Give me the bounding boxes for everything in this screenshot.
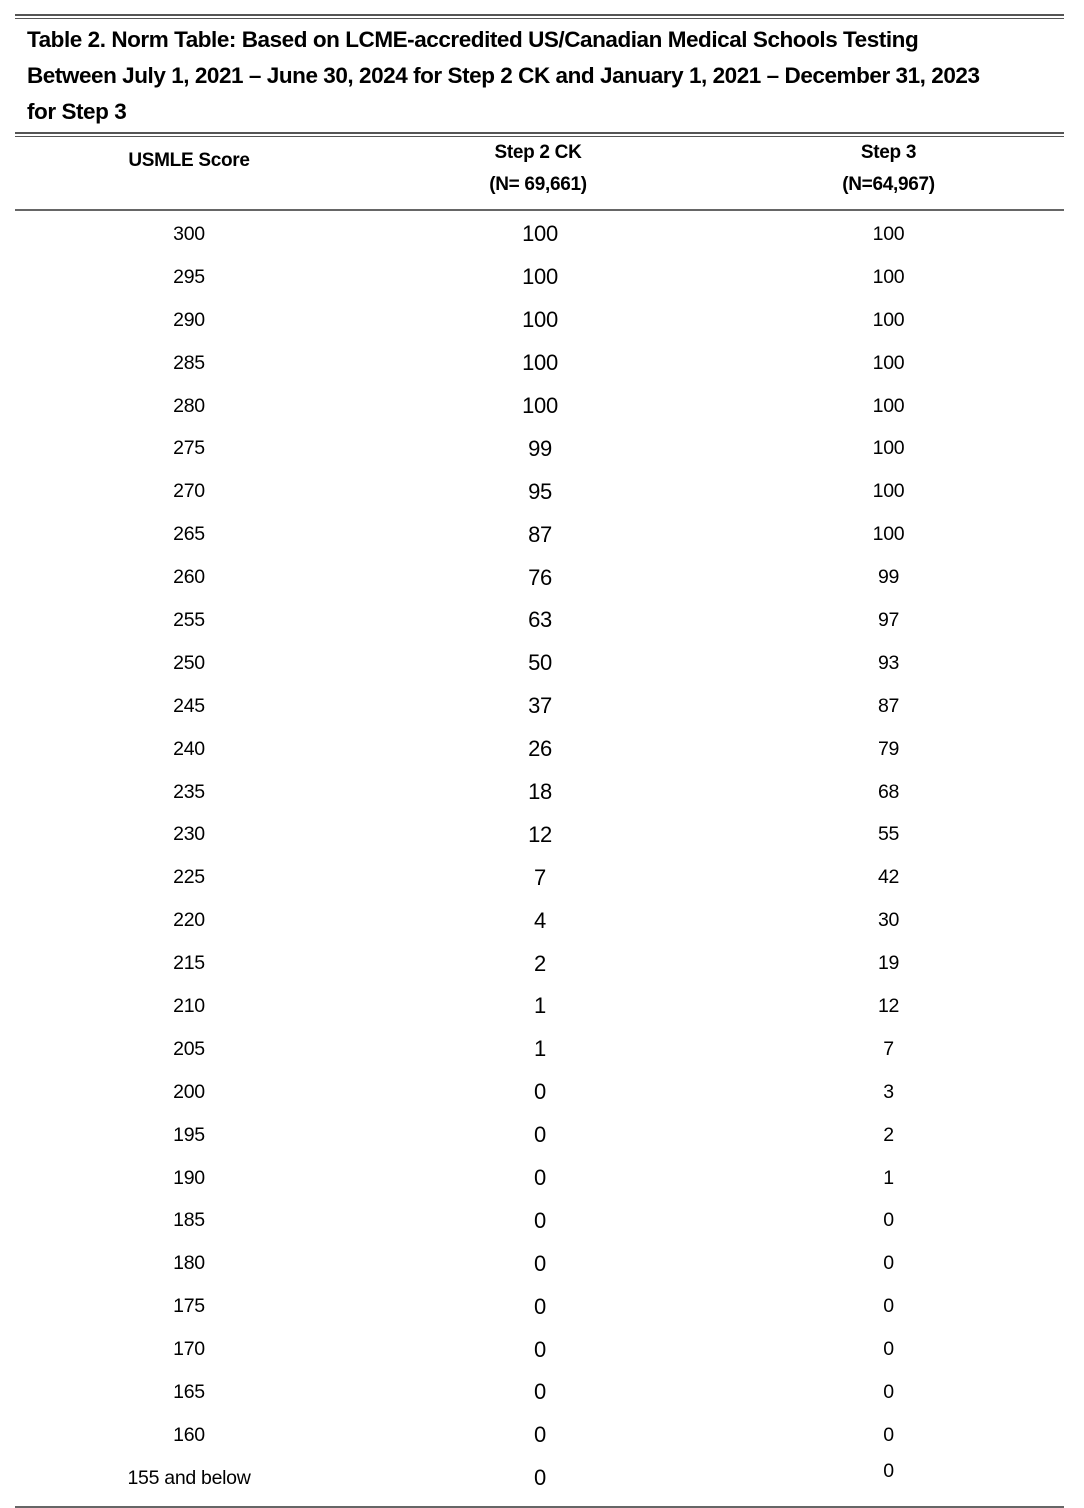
- table-row: [15, 385, 1064, 428]
- cell-step2ck: 4: [534, 907, 546, 933]
- cell-step2ck: 1: [534, 993, 546, 1019]
- cell-step3: 100: [872, 222, 905, 245]
- cell-usmle-score: 290: [173, 308, 205, 331]
- table-row: [15, 1114, 1064, 1157]
- cell-step3: 100: [872, 265, 905, 288]
- norm-table: [15, 14, 1064, 1508]
- cell-step3: 99: [877, 566, 900, 589]
- cell-usmle-score: 180: [173, 1252, 205, 1275]
- table-row: [15, 256, 1064, 299]
- cell-usmle-score: 190: [173, 1166, 205, 1189]
- cell-usmle-score: 225: [173, 866, 205, 889]
- cell-step3: 100: [872, 308, 905, 331]
- table-row: [15, 599, 1064, 642]
- cell-step3: 2: [883, 1123, 894, 1146]
- cell-usmle-score: 235: [173, 780, 205, 803]
- cell-step3: 42: [877, 866, 900, 889]
- cell-step2ck: 100: [522, 221, 558, 247]
- cell-step2ck: 0: [534, 1293, 546, 1319]
- table-row: [15, 899, 1064, 942]
- caption-line-3: for Step 3: [27, 99, 127, 124]
- cell-usmle-score: 165: [173, 1380, 205, 1403]
- header-step2ck: [363, 137, 713, 209]
- cell-step2ck: 1: [534, 1036, 546, 1062]
- table-row: [15, 342, 1064, 385]
- cell-step2ck: 63: [528, 607, 552, 633]
- cell-usmle-score: 230: [173, 823, 205, 846]
- cell-step3: 68: [877, 780, 900, 803]
- cell-step2ck: 100: [522, 307, 558, 333]
- cell-usmle-score: 155 and below: [127, 1466, 251, 1489]
- cell-step3: 3: [883, 1080, 894, 1103]
- cell-step2ck: 100: [522, 264, 558, 290]
- table-row: [15, 856, 1064, 899]
- cell-step2ck: 2: [534, 950, 546, 976]
- cell-step3: 100: [872, 437, 905, 460]
- cell-step3: 100: [872, 394, 905, 417]
- table-row: [15, 1157, 1064, 1200]
- cell-step3: 1: [883, 1166, 894, 1189]
- cell-step2ck: 0: [534, 1079, 546, 1105]
- cell-step2ck: 7: [534, 864, 546, 890]
- cell-step3: 97: [877, 608, 900, 631]
- cell-step2ck: 100: [522, 393, 558, 418]
- table-row: [15, 1242, 1064, 1285]
- cell-step3: 79: [877, 737, 900, 760]
- cell-step3: 0: [883, 1209, 894, 1232]
- table-row: [15, 1199, 1064, 1242]
- cell-step2ck: 37: [528, 693, 552, 719]
- cell-usmle-score: 280: [173, 394, 205, 417]
- cell-step3: 30: [877, 909, 900, 932]
- cell-step3: 0: [883, 1423, 894, 1446]
- table-row: [15, 213, 1064, 256]
- table-row: [15, 1285, 1064, 1328]
- cell-step2ck: 87: [528, 521, 552, 547]
- cell-step3: 93: [877, 651, 900, 674]
- table-row: [15, 1071, 1064, 1114]
- header-step2ck-n: (N= 69,661): [489, 174, 587, 195]
- table-row: [15, 1457, 1064, 1500]
- bottom-rule: [15, 1506, 1064, 1508]
- cell-step2ck: 99: [528, 435, 552, 461]
- header-step3-label: Step 3: [860, 142, 917, 163]
- table-row: [15, 985, 1064, 1028]
- cell-step3: 12: [877, 994, 900, 1017]
- cell-usmle-score: 245: [173, 694, 205, 717]
- header-step3-n: (N=64,967): [842, 174, 935, 195]
- cell-step2ck: 0: [534, 1465, 546, 1491]
- cell-usmle-score: 205: [173, 1037, 205, 1060]
- table-row: [15, 1028, 1064, 1071]
- table-row: [15, 642, 1064, 685]
- cell-step2ck: 50: [528, 650, 552, 676]
- cell-usmle-score: 275: [173, 437, 205, 460]
- cell-step3: 100: [872, 351, 905, 374]
- table-row: [15, 427, 1064, 470]
- cell-step3: 0: [883, 1338, 894, 1361]
- header-step3: [713, 137, 1064, 209]
- cell-usmle-score: 250: [173, 651, 205, 674]
- table-row: [15, 1371, 1064, 1414]
- table-row: [15, 1328, 1064, 1371]
- table-header: [15, 137, 1064, 209]
- cell-step2ck: 0: [534, 1122, 546, 1148]
- cell-step3: 0: [883, 1295, 894, 1318]
- table-row: [15, 470, 1064, 513]
- table-row: [15, 299, 1064, 342]
- cell-usmle-score: 285: [173, 351, 205, 374]
- cell-usmle-score: 170: [173, 1338, 205, 1361]
- cell-usmle-score: 220: [173, 909, 205, 932]
- cell-step3: 0: [883, 1252, 894, 1275]
- table-row: [15, 1414, 1064, 1457]
- table-row: [15, 513, 1064, 556]
- caption-line-2: Between July 1, 2021 – June 30, 2024 for Step 2 CK and January 1, 2021 – December 31, 2023: [27, 63, 980, 88]
- table-row: [15, 813, 1064, 856]
- cell-step3: 100: [872, 480, 905, 503]
- cell-step2ck: 76: [528, 564, 552, 590]
- cell-usmle-score: 300: [173, 222, 205, 245]
- cell-step2ck: 95: [528, 478, 552, 504]
- cell-usmle-score: 175: [173, 1295, 205, 1318]
- cell-step2ck: 100: [522, 350, 558, 376]
- cell-usmle-score: 260: [173, 566, 205, 589]
- cell-step3: 100: [872, 523, 905, 546]
- cell-step3: 0: [883, 1459, 894, 1482]
- table-body: [15, 211, 1064, 1500]
- caption-line-1: Table 2. Norm Table: Based on LCME-accredited US/Canadian Medical Schools Testing: [27, 27, 919, 52]
- cell-usmle-score: 215: [173, 952, 205, 975]
- table-row: [15, 942, 1064, 985]
- cell-usmle-score: 160: [173, 1423, 205, 1446]
- table-caption: [15, 19, 1064, 132]
- cell-step3: 7: [883, 1037, 894, 1060]
- cell-usmle-score: 295: [173, 265, 205, 288]
- cell-step2ck: 26: [528, 736, 552, 762]
- cell-usmle-score: 210: [173, 994, 205, 1017]
- cell-step2ck: 0: [534, 1422, 546, 1448]
- cell-step2ck: 0: [534, 1207, 546, 1233]
- cell-usmle-score: 195: [173, 1123, 205, 1146]
- cell-step2ck: 0: [534, 1250, 546, 1276]
- cell-usmle-score: 240: [173, 737, 205, 760]
- table-row: [15, 728, 1064, 771]
- table-row: [15, 771, 1064, 814]
- cell-usmle-score: 270: [173, 480, 205, 503]
- table-row: [15, 685, 1064, 728]
- cell-step2ck: 12: [528, 821, 552, 847]
- header-usmle-score: USMLE Score: [128, 150, 250, 171]
- cell-step2ck: 18: [528, 779, 552, 805]
- table-row: [15, 556, 1064, 599]
- cell-usmle-score: 265: [173, 523, 205, 546]
- cell-step3: 0: [883, 1380, 894, 1403]
- cell-usmle-score: 255: [173, 608, 205, 631]
- cell-step2ck: 0: [534, 1379, 546, 1405]
- cell-step3: 87: [877, 694, 900, 717]
- cell-usmle-score: 200: [173, 1080, 205, 1103]
- cell-step2ck: 0: [534, 1336, 546, 1362]
- cell-usmle-score: 185: [173, 1209, 205, 1232]
- cell-step2ck: 0: [534, 1165, 546, 1191]
- cell-step3: 55: [877, 823, 900, 846]
- cell-step3: 19: [877, 952, 900, 975]
- header-step2ck-label: Step 2 CK: [494, 142, 582, 163]
